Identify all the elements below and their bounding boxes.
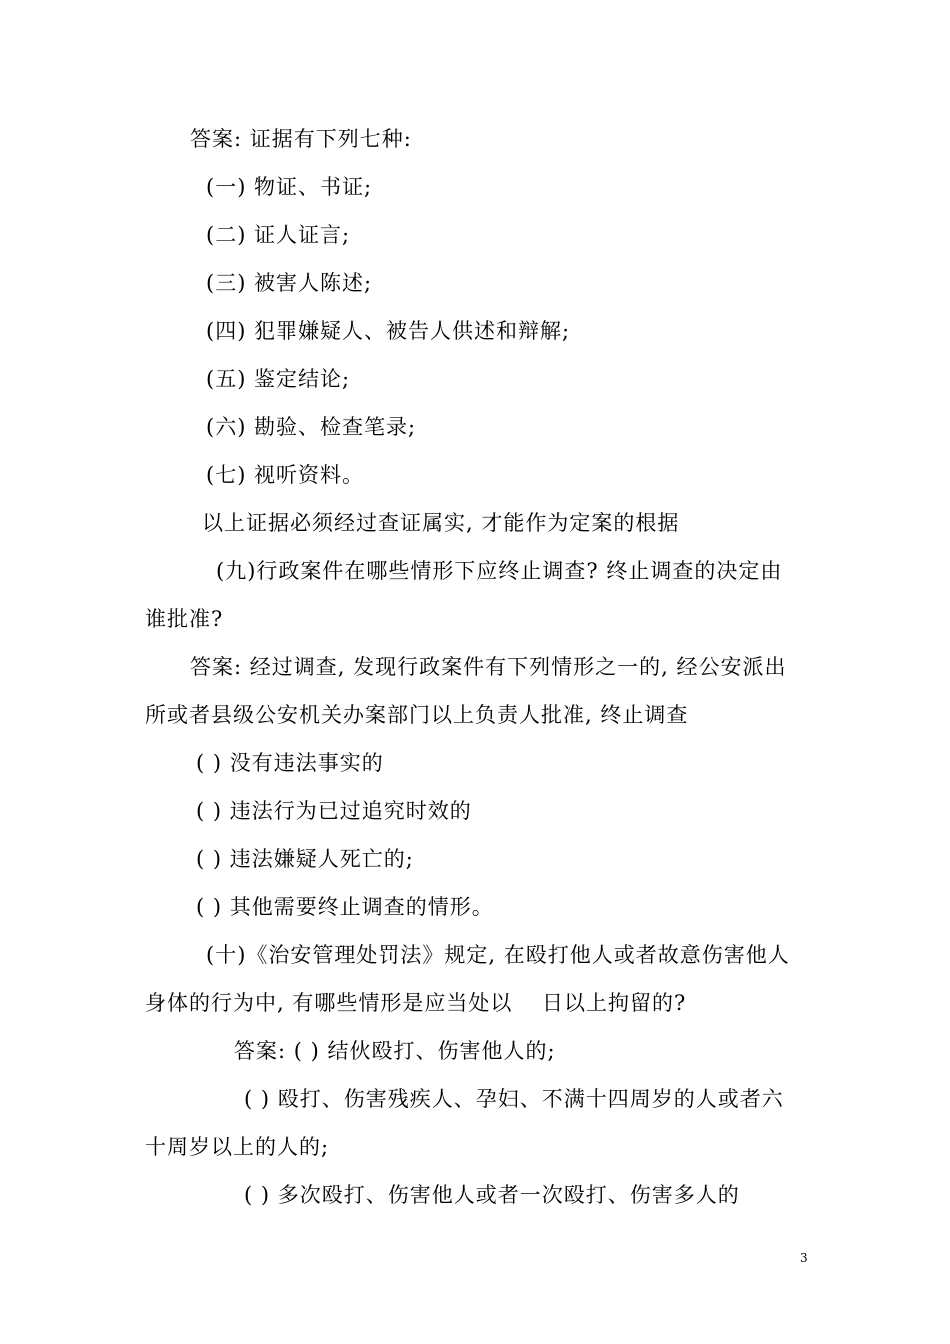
evidence-item-2: (二) 证人证言; bbox=[206, 223, 351, 247]
answer-9-item-2: ( ) 违法行为已过追究时效的 bbox=[196, 799, 472, 823]
evidence-conclusion: 以上证据必须经过查证属实, 才能作为定案的根据 bbox=[202, 511, 680, 535]
answer-10-item-2-line-1: ( ) 殴打、伤害残疾人、孕妇、不满十四周岁的人或者六 bbox=[244, 1087, 784, 1111]
evidence-item-6: (六) 勘验、检查笔录; bbox=[206, 415, 417, 439]
evidence-item-5: (五) 鉴定结论; bbox=[206, 367, 351, 391]
evidence-item-7: (七) 视听资料。 bbox=[206, 463, 365, 487]
evidence-item-3: (三) 被害人陈述; bbox=[206, 271, 373, 295]
question-10-line-1: (十)《治安管理处罚法》规定, 在殴打他人或者故意伤害他人 bbox=[206, 943, 790, 967]
question-9-line-2: 谁批准? bbox=[145, 607, 224, 631]
answer-9-item-4: ( ) 其他需要终止调查的情形。 bbox=[196, 895, 494, 919]
answer-10-item-3: ( ) 多次殴打、伤害他人或者一次殴打、伤害多人的 bbox=[244, 1183, 740, 1207]
question-9-line-1: (九)行政案件在哪些情形下应终止调查? 终止调查的决定由 bbox=[216, 559, 783, 583]
evidence-item-1: (一) 物证、书证; bbox=[206, 175, 373, 199]
answer-10-item-2-line-2: 十周岁以上的人的; bbox=[145, 1135, 330, 1159]
answer-9-line-1: 答案: 经过调查, 发现行政案件有下列情形之一的, 经公安派出 bbox=[190, 655, 787, 679]
answer-9-line-2: 所或者县级公安机关办案部门以上负责人批准, 终止调查 bbox=[145, 703, 689, 727]
page-number: 3 bbox=[800, 1251, 808, 1265]
answer-9-item-1: ( ) 没有违法事实的 bbox=[196, 751, 384, 775]
answer-10-item-1: 答案: ( ) 结伙殴打、伤害他人的; bbox=[234, 1039, 556, 1063]
answer-heading-evidence: 答案: 证据有下列七种: bbox=[190, 127, 412, 151]
question-10-line-2: 身体的行为中, 有哪些情形是应当处以 日以上拘留的? bbox=[145, 991, 687, 1015]
evidence-item-4: (四) 犯罪嫌疑人、被告人供述和辩解; bbox=[206, 319, 571, 343]
answer-9-item-3: ( ) 违法嫌疑人死亡的; bbox=[196, 847, 414, 871]
